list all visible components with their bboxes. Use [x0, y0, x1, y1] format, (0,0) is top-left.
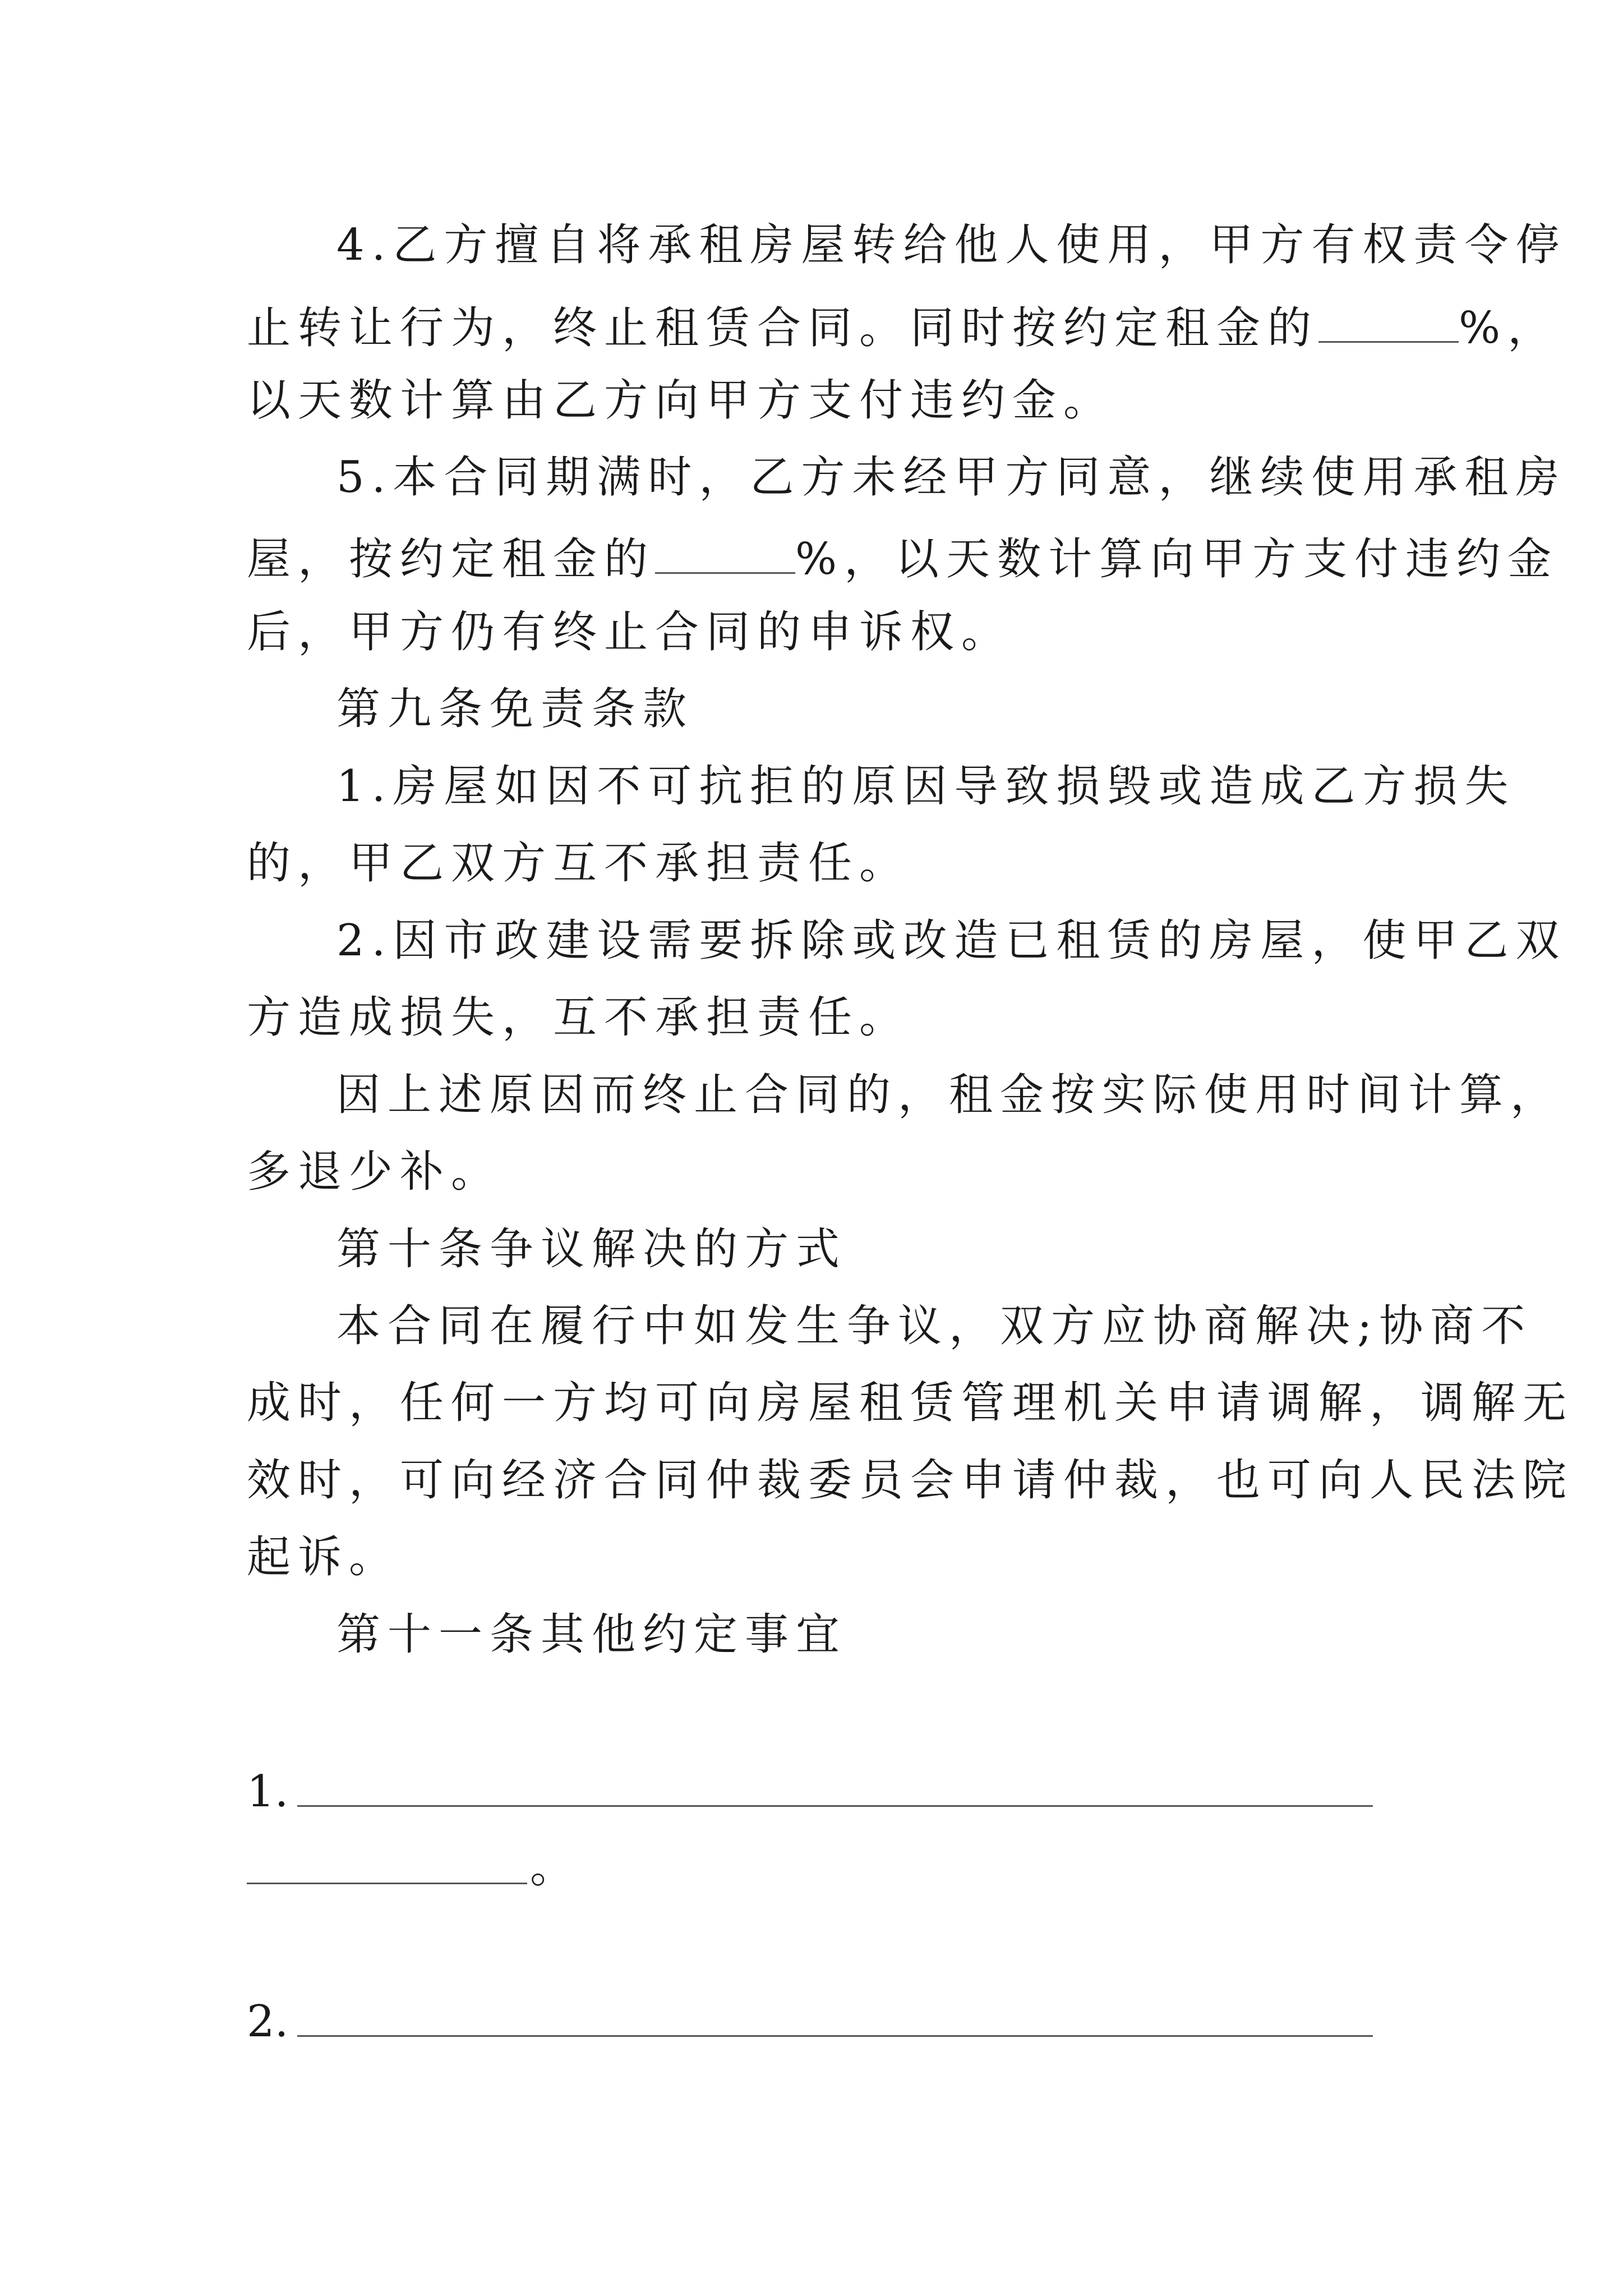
item4-line2-text: 止转让行为，终止租赁合同。同时按约定租金的 — [247, 303, 1319, 353]
article9-item1-line2: 的，甲乙双方互不承担责任。 — [247, 838, 911, 889]
article10-heading: 第十条争议解决的方式 — [336, 1224, 847, 1274]
item4-line3: 以天数计算由乙方向甲方支付违约金。 — [247, 375, 1115, 426]
article11-item2-number: 2. — [247, 1996, 289, 2047]
item4-line1: 4.乙方擅自将承租房屋转给他人使用，甲方有权责令停 — [336, 220, 1567, 270]
article11-item1-blank[interactable] — [297, 1805, 1373, 1807]
article9-note-line2: 多退少补。 — [247, 1147, 502, 1197]
rent-percent-blank-1[interactable] — [1318, 302, 1459, 343]
article10-line4: 起诉。 — [247, 1532, 400, 1582]
article9-item2-line2: 方造成损失，互不承担责任。 — [247, 992, 911, 1043]
article9-item1-line1: 1.房屋如因不可抗拒的原因导致损毁或造成乙方损失 — [336, 761, 1516, 812]
item5-line2-text: 屋，按约定租金的 — [247, 534, 656, 585]
item4-line2 — [247, 302, 1559, 353]
article9-heading: 第九条免责条款 — [336, 684, 694, 734]
article9-note-line1: 因上述原因而终止合同的，租金按实际使用时间计算， — [336, 1070, 1562, 1120]
article10-line1: 本合同在履行中如发生争议，双方应协商解决;协商不 — [336, 1301, 1533, 1351]
item5-line2 — [247, 533, 1559, 585]
article11-item1-number: 1. — [247, 1766, 289, 1817]
article11-item1-end: 。 — [530, 1842, 574, 1893]
article11-item1-blank-continued[interactable] — [247, 1883, 527, 1884]
article9-item2-line1: 2.因市政建设需要拆除或改造已租赁的房屋，使甲乙双 — [336, 915, 1567, 966]
article10-line3: 效时，可向经济合同仲裁委员会申请仲裁，也可向人民法院 — [247, 1455, 1574, 1506]
rent-percent-blank-2[interactable] — [655, 533, 795, 574]
item5-line3: 后，甲方仍有终止合同的申诉权。 — [247, 607, 1013, 657]
item5-line1: 5.本合同期满时，乙方未经甲方同意，继续使用承租房 — [336, 452, 1567, 503]
article10-line2: 成时，任何一方均可向房屋租赁管理机关申请调解，调解无 — [247, 1378, 1574, 1428]
item4-line2-percent: %， — [1459, 303, 1559, 353]
item5-line2-rest: %，以天数计算向甲方支付违约金 — [795, 534, 1559, 585]
article11-item2-blank[interactable] — [297, 2035, 1373, 2037]
article11-heading: 第十一条其他约定事宜 — [336, 1609, 847, 1660]
